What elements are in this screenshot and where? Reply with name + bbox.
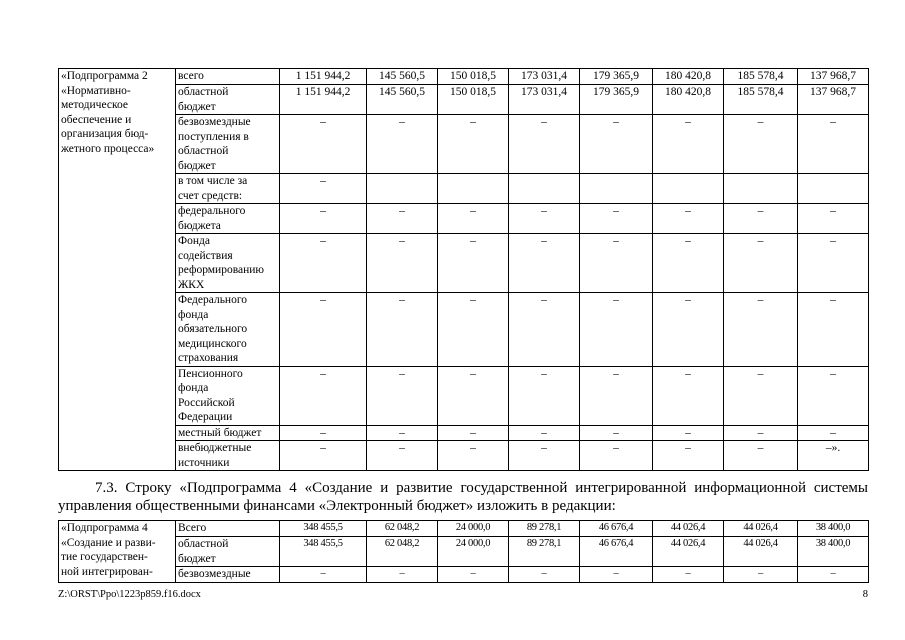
value-cell: 348 455,5 — [280, 521, 367, 537]
value-cell: – — [798, 293, 869, 367]
value-cell: – — [653, 293, 724, 367]
value-cell: – — [653, 425, 724, 441]
value-cell: – — [367, 567, 438, 583]
footer-file-path: Z:\ORST\Ppo\1223p859.f16.docx — [58, 589, 201, 600]
value-cell: – — [653, 115, 724, 174]
value-cell: 179 365,9 — [580, 85, 653, 115]
value-cell: – — [280, 366, 367, 425]
table-row — [59, 85, 869, 115]
value-cell: – — [280, 174, 367, 204]
table-row — [59, 69, 869, 85]
value-cell: – — [438, 425, 509, 441]
value-cell: – — [509, 441, 580, 471]
value-cell: – — [580, 425, 653, 441]
funding-source-cell — [176, 441, 280, 471]
table-row — [59, 234, 869, 293]
program-name-line: «Подпрограмма 4 — [61, 522, 148, 534]
value-cell: – — [509, 115, 580, 174]
value-cell: 89 278,1 — [509, 537, 580, 567]
table-row — [59, 174, 869, 204]
value-cell: – — [438, 204, 509, 234]
funding-source-line: источники — [178, 456, 230, 469]
value-cell: 145 560,5 — [367, 85, 438, 115]
value-cell — [798, 174, 869, 204]
value-cell: 44 026,4 — [724, 521, 798, 537]
value-cell: 1 151 944,2 — [280, 69, 367, 85]
funding-source-line: областной — [178, 86, 229, 98]
funding-source-line: ЖКХ — [178, 278, 205, 291]
value-cell: – — [798, 366, 869, 425]
value-cell: 62 048,2 — [367, 537, 438, 567]
value-cell: – — [509, 204, 580, 234]
funding-source-cell — [176, 69, 280, 85]
value-cell: – — [724, 204, 798, 234]
funding-source-line: Федерального — [178, 294, 248, 306]
program-2-table — [58, 68, 869, 471]
funding-source-cell — [176, 293, 280, 367]
funding-source-line: Фонда — [178, 235, 210, 247]
program-name-line: «Создание и разви- — [61, 536, 156, 549]
funding-source-line: Федерации — [178, 411, 233, 423]
value-cell: – — [438, 234, 509, 293]
value-cell: – — [580, 115, 653, 174]
value-cell: – — [798, 204, 869, 234]
funding-source-line: Пенсионного — [178, 367, 243, 380]
funding-source-line: областной — [178, 145, 229, 157]
value-cell: 44 026,4 — [724, 537, 798, 567]
funding-source-line: счет средств: — [178, 189, 243, 202]
value-cell: – — [438, 441, 509, 471]
funding-source-line: страхования — [178, 352, 239, 364]
value-cell: 137 968,7 — [798, 69, 869, 85]
table-row — [59, 521, 869, 537]
table-row — [59, 537, 869, 567]
table-row — [59, 425, 869, 441]
value-cell: – — [509, 293, 580, 367]
value-cell: – — [280, 441, 367, 471]
funding-source-cell — [176, 567, 280, 583]
value-cell: – — [724, 567, 798, 583]
value-cell: –». — [798, 441, 869, 471]
value-cell: 24 000,0 — [438, 537, 509, 567]
value-cell — [367, 174, 438, 204]
footer-page-number: 8 — [862, 589, 868, 600]
value-cell: – — [798, 425, 869, 441]
value-cell: – — [724, 115, 798, 174]
value-cell — [724, 174, 798, 204]
value-cell: 137 968,7 — [798, 85, 869, 115]
value-cell: – — [280, 234, 367, 293]
value-cell: 1 151 944,2 — [280, 85, 367, 115]
program-name-line: ной интегрирован- — [61, 565, 153, 578]
funding-source-line: местный бюджет — [178, 426, 262, 439]
value-cell: – — [509, 366, 580, 425]
funding-source-line: безвозмездные — [178, 116, 251, 128]
funding-source-line: поступления в — [178, 130, 249, 143]
program-name-cell — [59, 69, 176, 471]
funding-source-line: реформированию — [178, 264, 264, 276]
funding-source-line: областной — [178, 538, 229, 550]
value-cell — [653, 174, 724, 204]
value-cell: – — [580, 293, 653, 367]
value-cell: – — [367, 366, 438, 425]
value-cell: 150 018,5 — [438, 69, 509, 85]
value-cell: – — [580, 234, 653, 293]
value-cell: – — [280, 204, 367, 234]
program-name-cell — [59, 521, 176, 583]
value-cell: 348 455,5 — [280, 537, 367, 567]
value-cell: – — [724, 425, 798, 441]
value-cell: – — [509, 234, 580, 293]
value-cell: – — [724, 234, 798, 293]
funding-source-line: бюджета — [178, 219, 221, 232]
funding-source-line: всего — [178, 70, 204, 82]
value-cell: – — [438, 115, 509, 174]
funding-source-cell — [176, 425, 280, 441]
funding-source-line: обязательного — [178, 323, 248, 335]
funding-source-line: содействия — [178, 249, 233, 262]
funding-source-cell — [176, 234, 280, 293]
value-cell: – — [653, 234, 724, 293]
value-cell: – — [653, 366, 724, 425]
funding-source-line: Российской — [178, 396, 235, 409]
value-cell: 145 560,5 — [367, 69, 438, 85]
value-cell: – — [798, 234, 869, 293]
value-cell: 38 400,0 — [798, 521, 869, 537]
table-row — [59, 441, 869, 471]
value-cell: – — [724, 366, 798, 425]
value-cell: – — [280, 115, 367, 174]
value-cell: – — [367, 441, 438, 471]
funding-source-line: безвозмездные — [178, 568, 251, 580]
program-name-line: «Подпрограмма 2 — [61, 70, 148, 82]
value-cell: – — [580, 567, 653, 583]
value-cell: – — [438, 366, 509, 425]
program-name-line: тие государствен- — [61, 551, 148, 563]
value-cell — [438, 174, 509, 204]
program-name-line: «Нормативно- — [61, 84, 131, 97]
table-row — [59, 293, 869, 367]
value-cell: 150 018,5 — [438, 85, 509, 115]
value-cell: 185 578,4 — [724, 69, 798, 85]
funding-source-line: медицинского — [178, 337, 247, 350]
value-cell: 24 000,0 — [438, 521, 509, 537]
table-row — [59, 567, 869, 583]
funding-source-line: бюджет — [178, 100, 216, 113]
value-cell: – — [280, 567, 367, 583]
funding-source-line: фонда — [178, 308, 209, 321]
value-cell: – — [438, 293, 509, 367]
value-cell: 180 420,8 — [653, 69, 724, 85]
value-cell: 179 365,9 — [580, 69, 653, 85]
funding-source-line: фонда — [178, 382, 209, 394]
paragraph-line-2-text: управления общественными финансами «Электронный бюджет» изложить в редакции: — [58, 498, 616, 514]
funding-source-cell — [176, 85, 280, 115]
funding-source-cell — [176, 537, 280, 567]
value-cell: 185 578,4 — [724, 85, 798, 115]
value-cell: – — [580, 204, 653, 234]
value-cell: 44 026,4 — [653, 537, 724, 567]
program-name-line: жетного процесса» — [61, 142, 155, 155]
funding-source-cell — [176, 115, 280, 174]
value-cell: – — [580, 366, 653, 425]
funding-source-cell — [176, 174, 280, 204]
program-name-line: методическое — [61, 99, 128, 111]
value-cell: 44 026,4 — [653, 521, 724, 537]
value-cell: – — [798, 567, 869, 583]
section-7-3-paragraph-line-2 — [58, 497, 868, 515]
value-cell: 89 278,1 — [509, 521, 580, 537]
program-4-table — [58, 520, 869, 583]
funding-source-cell — [176, 521, 280, 537]
value-cell: 38 400,0 — [798, 537, 869, 567]
value-cell: 46 676,4 — [580, 537, 653, 567]
value-cell: – — [509, 425, 580, 441]
program-name-line: организация бюд- — [61, 128, 149, 140]
value-cell: – — [367, 234, 438, 293]
value-cell: 173 031,4 — [509, 85, 580, 115]
value-cell: – — [280, 425, 367, 441]
funding-source-line: в том числе за — [178, 175, 248, 187]
funding-source-line: внебюджетные — [178, 442, 252, 454]
value-cell: – — [280, 293, 367, 367]
value-cell: – — [580, 441, 653, 471]
program-name-line: обеспечение и — [61, 113, 132, 126]
value-cell: – — [653, 204, 724, 234]
section-7-3-paragraph-line-1 — [58, 479, 868, 497]
value-cell: – — [724, 441, 798, 471]
paragraph-line-1-text: 7.3. Строку «Подпрограмма 4 «Создание и развитие государственной интегрированной информационной системы — [95, 480, 868, 496]
value-cell: – — [798, 115, 869, 174]
value-cell: – — [653, 567, 724, 583]
funding-source-line: федерального — [178, 205, 246, 217]
value-cell: 62 048,2 — [367, 521, 438, 537]
value-cell: – — [367, 115, 438, 174]
funding-source-line: бюджет — [178, 159, 216, 172]
value-cell: – — [438, 567, 509, 583]
value-cell: – — [653, 441, 724, 471]
value-cell: – — [509, 567, 580, 583]
table-row — [59, 204, 869, 234]
value-cell: – — [367, 425, 438, 441]
funding-source-line: бюджет — [178, 552, 216, 565]
funding-source-cell — [176, 204, 280, 234]
value-cell: 180 420,8 — [653, 85, 724, 115]
table-row — [59, 115, 869, 174]
value-cell: 173 031,4 — [509, 69, 580, 85]
funding-source-line: Всего — [178, 522, 207, 534]
funding-source-cell — [176, 366, 280, 425]
value-cell: – — [724, 293, 798, 367]
table-row — [59, 366, 869, 425]
value-cell — [580, 174, 653, 204]
value-cell: – — [367, 204, 438, 234]
value-cell: 46 676,4 — [580, 521, 653, 537]
value-cell: – — [367, 293, 438, 367]
value-cell — [509, 174, 580, 204]
